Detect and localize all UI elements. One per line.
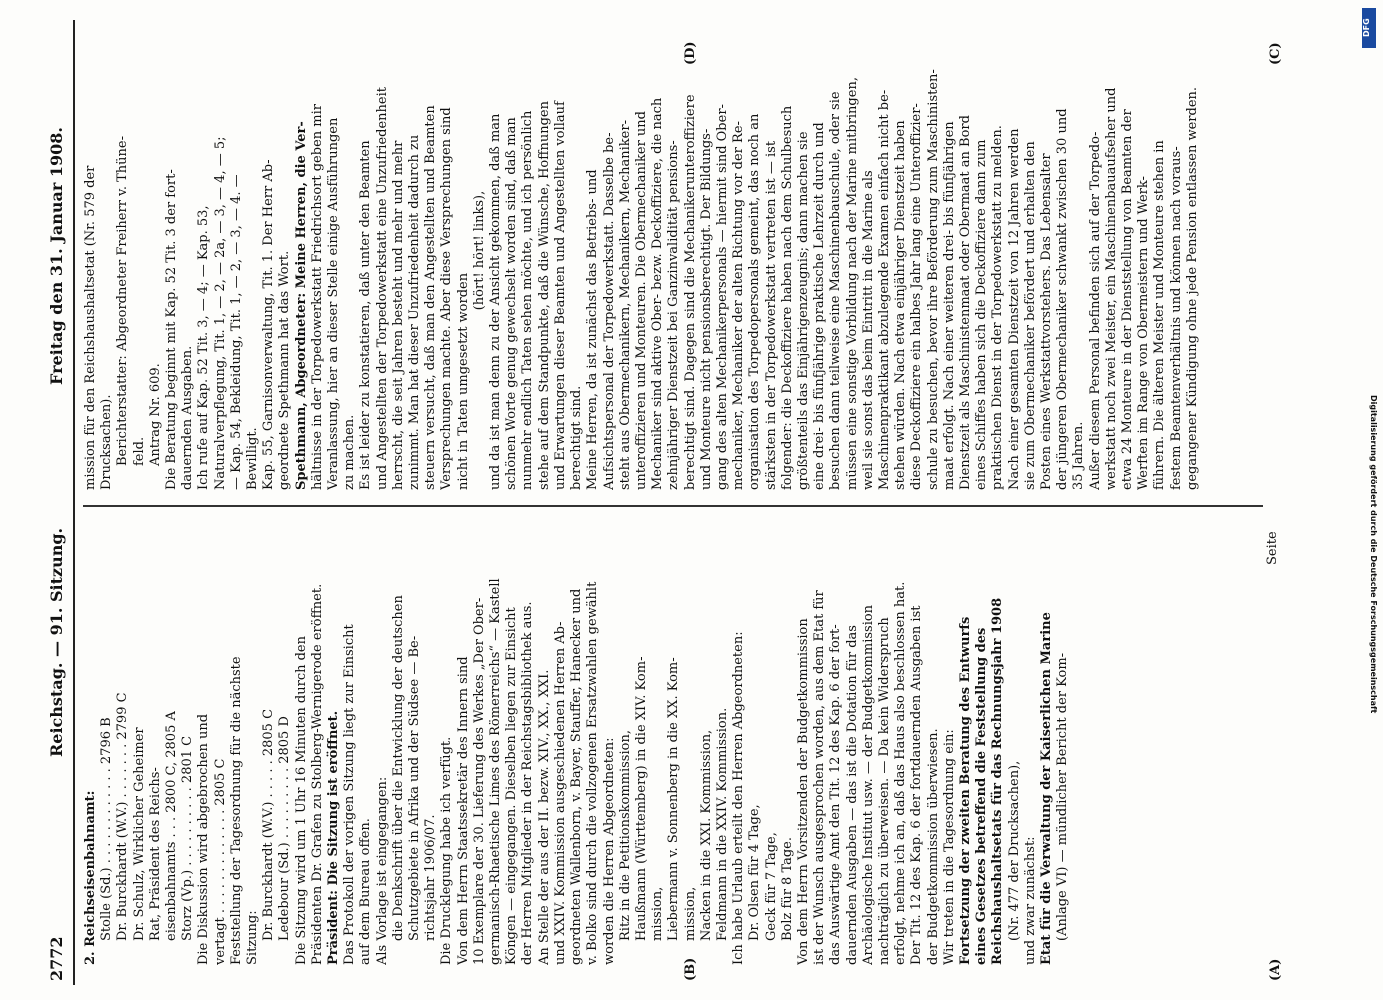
right-text-line: Veranlassung, hier an dieser Stelle einige Ausführungen — [326, 117, 342, 490]
left-text-line: Rat, Präsident des Reichs- — [147, 767, 163, 941]
left-text-line: eines Gesetzes betreffend die Feststellung des — [974, 627, 990, 965]
right-text-line: Es ist leider zu konstatieren, daß unter den Beamten — [358, 140, 374, 490]
dfg-logo: DFG — [1362, 8, 1376, 48]
right-text-line: der jüngeren Obermechaniker schwankt zwischen 30 und — [1055, 108, 1071, 490]
column-divider — [83, 505, 1263, 507]
left-text-line: Reichshaushaltsetats für das Rechnungsjahr 1908 — [990, 597, 1006, 965]
left-text-line: nachträglich zu überweisen. — Da kein Widerspruch — [876, 617, 892, 965]
right-text-line: berechtigt sind. Dagegen sind die Mechanikerunteroffiziere — [682, 94, 698, 490]
left-text-line: Von dem Herrn Staatssekretär des Innern sind — [455, 656, 471, 965]
left-text-line: Dr. Olsen für 4 Tage, — [747, 804, 763, 941]
right-text-line: Nach einer gesamten Dienstzeit von 12 Jahren werden — [1006, 128, 1022, 490]
left-text-line: Feldmann in die XXIV. Kommission. — [714, 707, 730, 941]
right-text-line: besuchen dann teilweise eine Maschinenbauschule, oder sie — [828, 91, 844, 490]
left-text-line: Etat für die Verwaltung der Kaiserlichen Marine — [1038, 612, 1054, 965]
right-text-line: weil sie sonst das beim Eintritt in die Marine als — [860, 170, 876, 490]
right-text-line: stärksten in der Torpedowerkstatt vertreten ist — ist — [763, 140, 779, 490]
left-text-line: germanisch-Rhaetische Limes des Römerreichs“ — Kastell — [488, 578, 504, 965]
left-column — [83, 525, 1263, 965]
right-text-line: eine drei- bis fünfjährige praktische Lehrzeit durch und — [812, 122, 828, 490]
right-text-line: maat erfolgt. Nach einer weiteren drei- bis fünfjährigen — [941, 121, 957, 490]
left-text-line: der Herren Mitglieder in der Reichstagsbibliothek aus. — [520, 601, 536, 965]
right-text-line: stehe auf dem Standpunkte, daß die Wünsche, Hoffnungen — [536, 101, 552, 490]
left-text-line: Präsident: Die Sitzung ist eröffnet. — [326, 710, 342, 965]
left-text-line: und zwar zunächst: — [1022, 836, 1038, 965]
rotated-page-content — [43, 20, 1333, 985]
right-text-line: schule zu besuchen, bevor ihre Beförderung zum Maschinisten- — [925, 69, 941, 490]
right-text-line: Drucksachen). — [99, 394, 115, 490]
right-text-line: mission für den Reichshaushaltsetat (Nr. 579 der — [83, 165, 98, 490]
right-text-line: werkstatt noch zwei Meister, ein Maschinenbauaufseher und — [1103, 87, 1119, 490]
right-text-line: Naturalverpflegung, Tit. 1, — 2, — 2a, — 3, — 4, — 5; — [212, 136, 228, 490]
left-text-line: 2. Reichseisenbahnamt: — [83, 790, 98, 965]
left-text-line: dauernden Ausgaben — das ist die Dotation für das — [844, 625, 860, 965]
right-text-line: herrscht, die seit Jahren besteht und mehr und mehr — [390, 140, 406, 490]
right-text-line: Ich rufe auf Kap. 52 Tit. 3, — 4; — Kap. 53, — [196, 205, 212, 490]
session-title: Reichstag. — 91. Sitzung. — [47, 527, 66, 757]
right-text-line: — Kap. 54, Bekleidung, Tit. 1, — 2, — 3, — 4. — — [228, 174, 244, 490]
left-text-line: v. Bolko sind durch die vollzogenen Ersatzwahlen gewählt — [585, 581, 601, 965]
left-text-line: Der Tit. 12 des Kap. 6 der fortdauernden Ausgaben ist — [909, 605, 925, 965]
right-text-line: Versprechungen machte. Aber diese Versprechungen sind — [439, 107, 455, 490]
right-text-line: Maschinenpraktikant abzulegende Examen einfach nicht be- — [876, 89, 892, 490]
right-text-line: müssen eine sonstige Vorbildung nach der Marine mitbringen, — [844, 77, 860, 490]
margin-mark-b: (B) — [683, 957, 698, 981]
right-text-line: geordnete Spethmann hat das Wort. — [277, 250, 293, 490]
right-text-line: Posten eines Werkstattvorstehers. Das Lebensalter — [1038, 153, 1054, 490]
left-text-line: 10 Exemplare der 30. Lieferung des Werkes „Der Ober- — [471, 597, 487, 965]
right-text-line: unteroffizieren und Monteuren. Die Obermechaniker und — [633, 111, 649, 490]
right-text-line: feld. — [131, 436, 147, 466]
left-text-line: Stolle (Sd.) . . . . . . . . . . . . 2796 B — [99, 717, 115, 941]
right-text-line: Berichterstatter: Abgeordneter Freiherr v. Thüne- — [115, 136, 131, 466]
left-text-line: Bolz für 8 Tage. — [779, 836, 795, 941]
left-text-line: und XXIV. Kommission ausgeschiedenen Herren Ab- — [552, 621, 568, 965]
right-text-line: sie zum Obermechaniker befördert und erhalten den — [1022, 141, 1038, 490]
running-header — [43, 20, 75, 985]
right-text-line: nunmehr endlich Taten sehen möchte, und ich persönlich — [520, 110, 536, 490]
left-text-line: Von dem Herrn Vorsitzenden der Budgetkommission — [795, 618, 811, 965]
left-text-line: Die Diskussion wird abgebrochen und — [196, 713, 212, 965]
right-text-line: berechtigt sind. — [569, 385, 585, 490]
left-text-line: Dr. Burckhardt (W.V.) . . . . . . . 2799 C — [115, 692, 131, 941]
right-text-line: führern. Die älteren Meister und Monteure stehen in — [1152, 140, 1168, 490]
left-text-line: die Denkschrift über die Entwicklung der deutschen — [390, 595, 406, 941]
right-text-line: Antrag Nr. 609. — [147, 363, 163, 466]
left-text-line: Präsidenten Dr. Grafen zu Stolberg-Wernigerode eröffnet. — [309, 583, 325, 965]
digitization-credit: Digitalisierung gefördert durch die Deutsche Forschungsgemeinschaft — [1369, 395, 1378, 714]
right-column — [83, 35, 1263, 490]
right-text-line: diese Deckoffiziere ein halbes Jahr lang eine Unteroffizier- — [909, 103, 925, 490]
left-text-line: Das Protokoll der vorigen Sitzung liegt zur Einsicht — [342, 624, 358, 965]
left-text-line: Archäologische Institut usw. — der Budgetkommission — [860, 604, 876, 965]
right-text-line: stehen würden. Nach etwa einjähriger Dienstzeit haben — [893, 120, 909, 490]
left-text-line: eisenbahnamts . . . 2800 C, 2805 A — [164, 711, 180, 941]
right-text-line: hältnisse in der Torpedowerkstatt Friedrichsort geben mir — [309, 104, 325, 490]
left-text-line: ist der Wunsch ausgesprochen worden, aus dem Etat für — [812, 590, 828, 965]
right-text-line: Außer diesem Personal befinden sich auf der Torpedo- — [1087, 131, 1103, 490]
left-text-line: auf dem Bureau offen. — [358, 818, 374, 965]
right-text-line: und Erwartungen dieser Beamten und Angestellten vollauf — [552, 101, 568, 490]
left-text-line: geordneten Wallenborn, v. Bayer, Stauffer, Hanecker und — [569, 588, 585, 965]
left-text-line: Storz (Vp.) . . . . . . . . . . 2801 C — [180, 735, 196, 941]
right-text-line: dauernden Ausgaben. — [180, 345, 196, 490]
left-text-line: Wir treten in die Tagesordnung ein: — [941, 729, 957, 965]
margin-mark-c: (C) — [1268, 42, 1283, 65]
right-text-line: Dienstzeit als Maschinistenmaat oder Obermaat an Bord — [957, 115, 973, 490]
right-text-line: organisation des Torpedopersonals gemeint, das noch an — [747, 113, 763, 490]
left-text-line: Fortsetzung der zweiten Beratung des Entwurfs — [957, 616, 973, 965]
left-text-line: Die Drucklegung habe ich verfügt. — [439, 736, 455, 965]
right-text-line: zu machen. — [342, 414, 358, 490]
right-text-line: festem Beamtenverhältnis und können nach voraus- — [1168, 146, 1184, 490]
right-text-line: Spethmann, Abgeordneter: Meine Herren, die Ver- — [293, 121, 309, 490]
right-text-line: etwa 24 Monteure in der Dienststellung von Beamten der — [1120, 109, 1135, 490]
page-number: 2772 — [47, 936, 66, 981]
right-text-line: gang des alten Mechanikerpersonals — hiermit sind Ober- — [714, 104, 730, 490]
right-text-line: und Angestellten der Torpedowerkstatt eine Unzufriedenheit — [374, 87, 390, 490]
right-text-line: nicht in Taten umgesetzt worden — [455, 272, 471, 490]
right-text-line: Kap. 55, Garnisonverwaltung, Tit. 1. Der Herr Ab- — [261, 159, 277, 490]
session-date: Freitag den 31. Januar 1908. — [47, 127, 66, 385]
left-text-line: richtsjahr 1906/07. — [423, 814, 439, 941]
left-text-line: vertagt . . . . . . . . . . . . . 2805 C — [212, 758, 228, 965]
right-text-line: und Monteure nicht pensionsberechtigt. Der Bildungs- — [698, 128, 714, 490]
left-text-line: Geck für 7 Tage, — [763, 832, 779, 941]
left-text-line: Liebermann v. Sonnenberg in die XX. Kom- — [666, 657, 682, 941]
left-text-line: (Nr. 477 der Drucksachen), — [1006, 760, 1022, 941]
left-text-line: mission, — [682, 886, 698, 941]
left-text-line: Nacken in die XXI. Kommission, — [698, 729, 714, 941]
seite-label: Seite — [1265, 531, 1280, 565]
left-text-line: worden die Herren Abgeordneten: — [601, 737, 617, 965]
right-text-line: Mechaniker sind aktive Ober- bezw. Deckoffiziere, die nach — [650, 97, 666, 490]
right-text-line: und da ist man denn zu der Ansicht gekommen, daß man — [488, 113, 504, 490]
left-text-line: das Auswärtige Amt den Tit. 12 des Kap. 6 der fort- — [828, 624, 844, 965]
left-text-line: mission, — [650, 886, 666, 941]
left-text-line: (Anlage VI) — mündlicher Bericht der Kom- — [1055, 652, 1071, 941]
right-text-line: 35 Jahren. — [1071, 421, 1087, 490]
right-text-line: Bewilligt. — [245, 427, 261, 490]
left-text-line: Ledebour (Sd.) . . . . . . . . . 2805 D — [277, 716, 293, 941]
left-text-line: Als Vorlage ist eingegangen: — [374, 776, 390, 965]
right-text-line: eines Schiffes haben sich die Deckoffiziere dann zum — [974, 139, 990, 490]
right-text-line: größtenteils das Einjährigenzeugnis; dann machen sie — [795, 131, 811, 490]
left-text-line: Dr. Schulz, Wirklicher Geheimer — [131, 727, 147, 941]
right-text-line: gegangener Kündigung ohne jede Pension entlassen werden. — [1184, 86, 1200, 490]
left-text-line: Feststellung der Tagesordnung für die nächste — [228, 656, 244, 965]
left-text-line: Dr. Burckhardt (W.V.) . . . . . 2805 C — [261, 708, 277, 941]
left-text-line: Sitzung: — [245, 910, 261, 965]
right-text-line: Werften im Range von Obermeistern und Werk- — [1136, 176, 1152, 490]
left-text-line: Ritz in die Petitionskommission, — [617, 730, 633, 941]
right-text-line: Aufsichtspersonal der Torpedowerkstatt. Dasselbe be- — [601, 132, 617, 490]
right-text-line: steht aus Obermechanikern, Mechanikern, Mechaniker- — [617, 120, 633, 490]
right-text-line: (hört! hört! links), — [471, 190, 487, 311]
right-text-line: praktischen Dienst in der Torpedowerkstatt zu melden. — [990, 125, 1006, 490]
right-text-line: mechaniker, Mechaniker der alten Richtung vor der Re- — [731, 121, 747, 490]
margin-mark-d: (D) — [683, 41, 698, 65]
margin-mark-a: (A) — [1268, 958, 1283, 981]
left-text-line: Ich habe Urlaub erteilt den Herren Abgeordneten: — [731, 631, 747, 965]
right-text-line: zehnjähriger Dienstzeit bei Ganzinvalidität pensions- — [666, 140, 682, 490]
left-text-line: Schutzgebiete in Afrika und der Südsee — Be- — [407, 635, 423, 941]
left-text-line: An Stelle der aus der II. bezw. XIV., XX., XXI. — [536, 669, 552, 965]
right-text-line: zunimmt. Man hat dieser Unzufriedenheit dadurch zu — [407, 134, 423, 490]
right-text-line: steuern versucht, daß man den Angestellten und Beamten — [423, 105, 439, 490]
left-text-line: Haußmann (Württemberg) in die XIV. Kom- — [633, 656, 649, 941]
left-text-line: erfolgt, nehme ich an, daß das Haus also beschlossen hat. — [893, 581, 909, 965]
left-text-line: Die Sitzung wird um 1 Uhr 16 Minuten durch den — [293, 636, 309, 965]
left-text-line: Köngen — eingegangen. Dieselben liegen zur Einsicht — [504, 607, 520, 965]
left-text-line: der Budgetkommission überwiesen. — [925, 728, 941, 965]
right-text-line: Meine Herren, da ist zunächst das Betriebs- und — [585, 169, 601, 490]
right-text-line: Die Beratung beginnt mit Kap. 52 Tit. 3 der fort- — [164, 169, 180, 490]
right-text-line: folgender: die Deckoffiziere haben nach dem Schulbesuch — [779, 105, 795, 490]
right-text-line: schönen Worte genug gewechselt worden sind, daß man — [504, 117, 520, 490]
